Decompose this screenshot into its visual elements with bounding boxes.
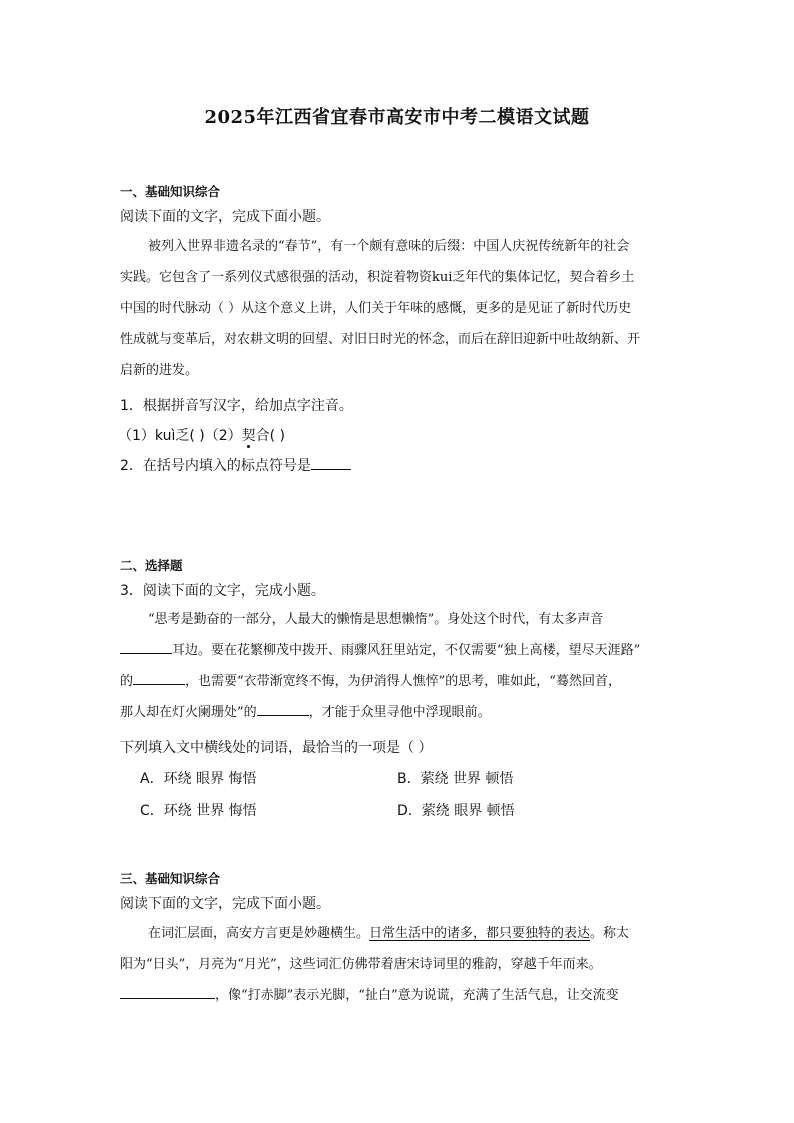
- passage-text: 的: [120, 674, 134, 689]
- question-3: 3．阅读下面的文字，完成小题。: [120, 583, 325, 599]
- passage-text: 在词汇层面，高安方言更是妙趣横生。: [148, 926, 370, 941]
- answer-blank[interactable]: [133, 670, 185, 685]
- passage-line: [120, 697, 676, 728]
- passage-line: [120, 666, 676, 697]
- passage-line: “思考是勤奋的一部分，人最大的懒惰是思想懒惰”。身处这个时代，有太多声音: [148, 612, 604, 627]
- passage-line: [120, 635, 676, 666]
- question-2-text: 2．在括号内填入的标点符号是: [120, 458, 311, 474]
- passage-text: ，也需要“衣带渐宽终不悔，为伊消得人憔悴”的思考，唯如此，“蓦然回首，: [185, 674, 621, 689]
- passage-line: 性成就与变革后，对农耕文明的回望、对旧日时光的怀念，而后在辞旧迎新中吐故纳新、开: [120, 332, 641, 347]
- section-instruction-3: 阅读下面的文字，完成下面小题。: [120, 896, 330, 912]
- section-instruction-1: 阅读下面的文字，完成下面小题。: [120, 209, 330, 225]
- section-heading-2: 二、选择题: [120, 558, 183, 573]
- option-a[interactable]: A．环绕 眼界 悔悟: [140, 771, 257, 787]
- passage-line: [120, 918, 676, 949]
- passage-line: 中国的时代脉动（ ）从这个意义上讲，人们关于年味的感慨，更多的是见证了新时代历史: [120, 301, 632, 316]
- answer-blank[interactable]: [311, 455, 351, 470]
- section-heading-3: 三、基础知识综合: [120, 871, 221, 886]
- passage-line: 启新的进发。: [120, 363, 199, 378]
- page-title: 2025年江西省宜春市高安市中考二模语文试题: [204, 107, 590, 128]
- passage-text: 耳边。要在花繁柳茂中拨开、雨骤风狂里站定，不仅需要“独上高楼，望尽天涯路”: [172, 643, 641, 658]
- question-2: [120, 455, 351, 475]
- passage-text: ，像“打赤脚”表示光脚，“扯白”意为说谎，充满了生活气息，让交流变: [215, 988, 619, 1003]
- answer-blank[interactable]: [120, 639, 172, 654]
- passage-line: [120, 980, 676, 1011]
- passage-text: 。称太: [590, 926, 630, 941]
- passage-text: ，才能于众里寻他中浮现眼前。: [308, 705, 491, 720]
- passage-line: 被列入世界非遗名录的“春节”，有一个颇有意味的后缀：中国人庆祝传统新年的社会: [148, 239, 630, 254]
- answer-blank[interactable]: [120, 984, 215, 999]
- question-1: 1．根据拼音写汉字，给加点字注音。: [120, 398, 353, 414]
- passage-line: 实践。它包含了一系列仪式感很强的活动，积淀着物资kui乏年代的集体记忆，契合着乡土: [120, 270, 635, 285]
- option-b[interactable]: B．萦绕 世界 顿悟: [397, 771, 514, 787]
- section-heading-1: 一、基础知识综合: [120, 184, 221, 199]
- passage-1: [120, 231, 676, 386]
- option-c[interactable]: C．环绕 世界 悔悟: [140, 803, 257, 819]
- question-1-subitems: [118, 425, 285, 445]
- option-d[interactable]: D．萦绕 眼界 顿悟: [397, 803, 515, 819]
- passage-2: [120, 604, 676, 728]
- answer-blank[interactable]: [257, 701, 309, 716]
- subitem-text: （1）kuì乏( )（2）: [118, 428, 242, 444]
- underlined-sentence: 日常生活中的诸多，都只要独特的表达: [369, 926, 591, 941]
- passage-text: 那人却在灯火阑珊处”的: [120, 705, 257, 720]
- subitem-text: 合( ): [255, 428, 286, 444]
- question-3-stem: 下列填入文中横线处的词语，最恰当的一项是（ ）: [120, 740, 433, 756]
- passage-3: [120, 918, 676, 1011]
- passage-line: 阳为“日头”，月亮为“月光”，这些词汇仿佛带着唐宋诗词里的雅韵，穿越千年而来。: [120, 957, 602, 972]
- dotted-char: 契: [241, 428, 256, 444]
